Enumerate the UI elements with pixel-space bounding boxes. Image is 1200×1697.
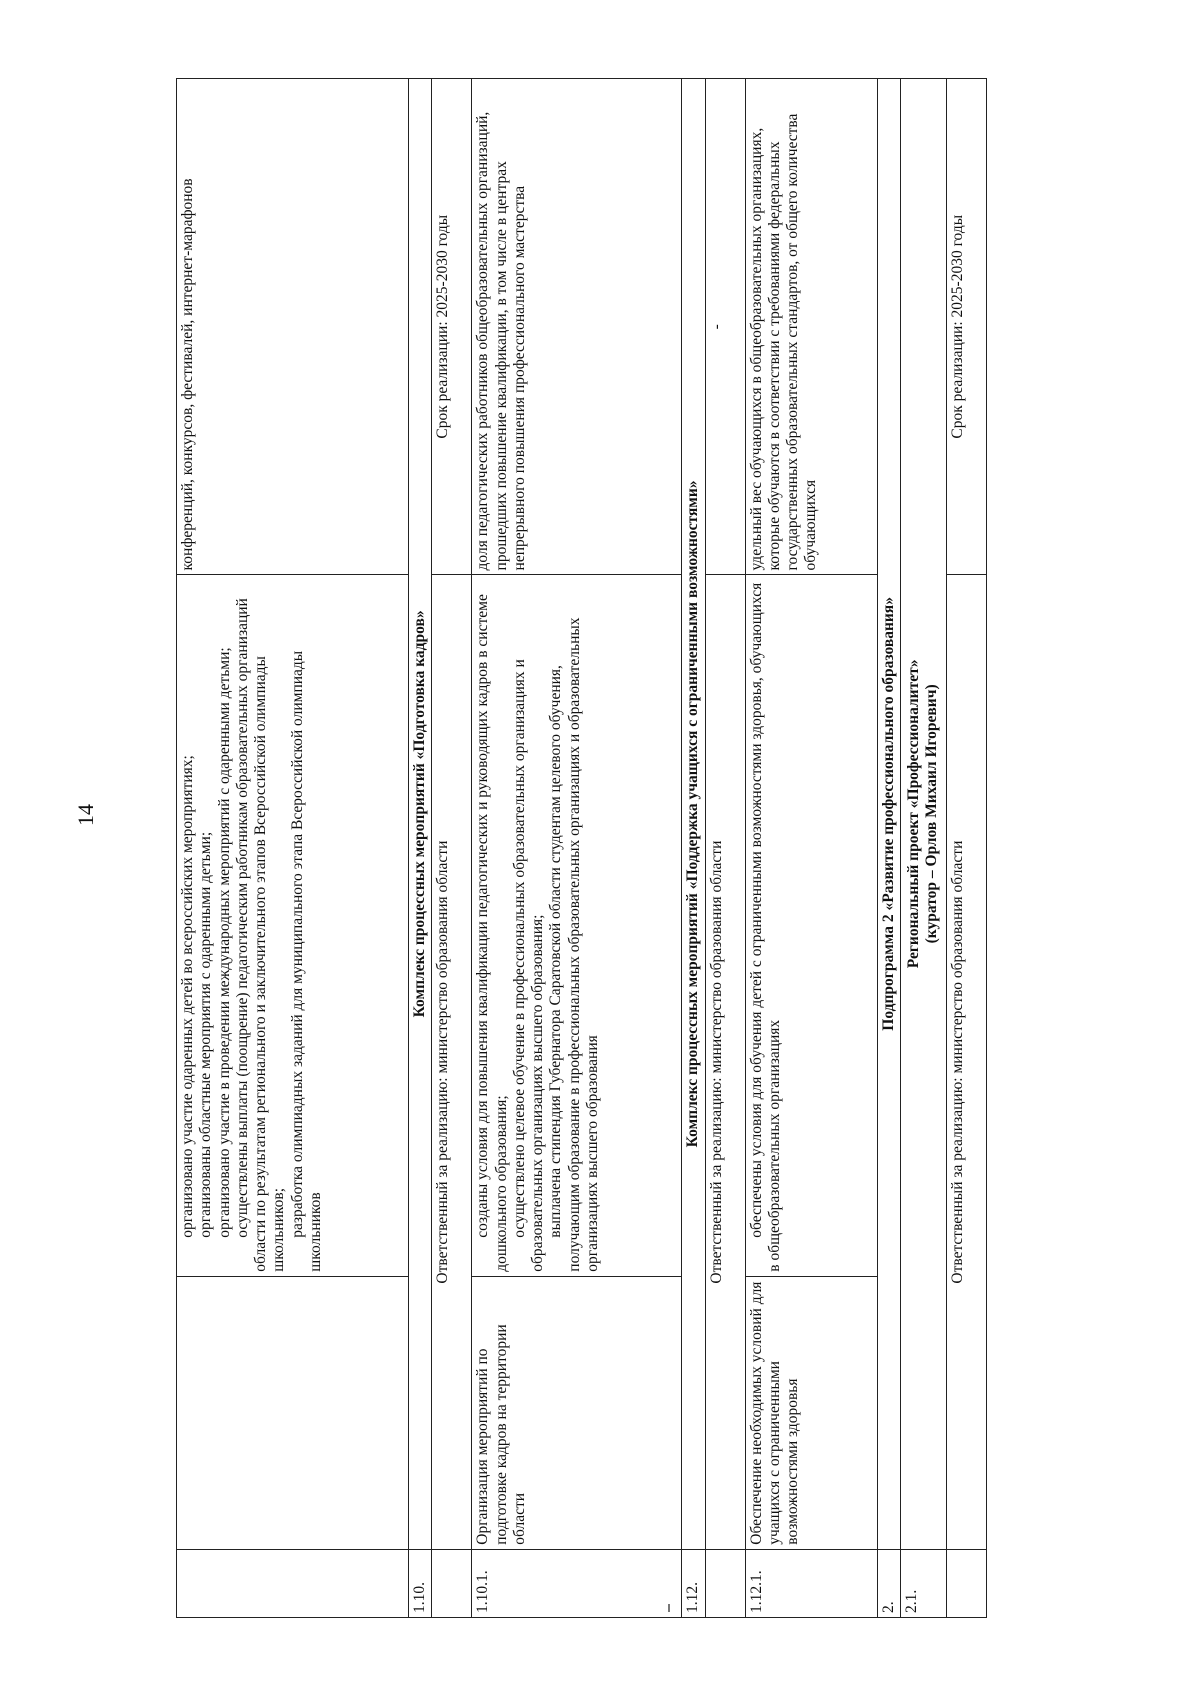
cell-num (705, 1549, 745, 1617)
cell-result: удельный вес обучающихся в общеобразовательных организациях, которые обучаются в соответствии с требованиями федеральных государственных образовательных стандартов, от общего количества обучающихся (745, 79, 877, 575)
project-curator: (куратор – Орлов Михаил Игоревич) (923, 684, 941, 944)
cell-num: 1.12. (682, 1549, 705, 1617)
task-line: организованы областные мероприятия с одаренными детьми; (197, 831, 215, 1238)
cell-name (177, 1276, 409, 1549)
scan-mark (668, 1604, 670, 1612)
cell-task (472, 575, 682, 1276)
cell-task (177, 575, 409, 1276)
cell-num: 1.12.1. (745, 1549, 877, 1617)
task-line: разработка олимпиадных заданий для муниципального этапа Всероссийской олимпиады школьников (288, 650, 324, 1272)
page-number: 14 (73, 804, 98, 826)
cell-result: доля педагогических работников общеобразовательных организаций, прошедших повышение квалификации, в том числе в центрах непрерывного повышения профессионального мастерства (472, 79, 682, 575)
task-line: организовано участие одаренных детей во всероссийских мероприятиях; (179, 755, 196, 1238)
cell-num: 2.1. (900, 1549, 946, 1617)
section-title: Комплекс процессных мероприятий «Подготовка кадров» (409, 79, 432, 1550)
program-table (176, 78, 987, 1618)
cell-num (177, 1549, 409, 1617)
table-row (409, 79, 432, 1618)
document-table-rotated (176, 78, 966, 1618)
task-line: осуществлено целевое обучение в профессиональных образовательных организациях и образовательных организациях высшего образования; (510, 659, 547, 1272)
cell-num: 2. (877, 1549, 900, 1617)
section-title: Комплекс процессных мероприятий «Поддержка учащихся с ограниченными возможностями» (682, 79, 705, 1550)
table-row (705, 79, 745, 1618)
table-row (745, 79, 877, 1618)
cell-num: 1.10. (409, 1549, 432, 1617)
task-line: созданы условия для повышения квалификации педагогических и руководящих кадров в системе дошкольного образования; (474, 594, 510, 1272)
cell-num: 1.10.1. (472, 1549, 682, 1617)
cell-name: Обеспечение необходимых условий для учащихся с ограниченными возможностями здоровья (745, 1276, 877, 1549)
subprogram-title: Подпрограмма 2 «Развитие профессионального образования» (877, 79, 900, 1550)
responsible: Ответственный за реализацию: министерство образования области (432, 575, 472, 1549)
term: - (705, 79, 745, 575)
responsible: Ответственный за реализацию: министерство образования области (946, 575, 986, 1549)
task-line: осуществлены выплаты (поощрение) педагогическим работникам образовательных организаций области по результатам регионального и заключительного этапов Всероссийской олимпиады школьников; (233, 598, 288, 1272)
term: Срок реализации: 2025-2030 годы (946, 79, 986, 575)
table-row (877, 79, 900, 1618)
task-line: организовано участие в проведении международных мероприятий с одаренными детьми; (215, 647, 233, 1238)
table-row (900, 79, 946, 1618)
table-row (946, 79, 986, 1618)
responsible: Ответственный за реализацию: министерство образования области (705, 575, 745, 1549)
table-row (472, 79, 682, 1618)
cell-result: конференций, конкурсов, фестивалей, интернет-марафонов (177, 79, 409, 575)
project-title (900, 79, 946, 1550)
cell-name: Организация мероприятий по подготовке кадров на территории области (472, 1276, 682, 1549)
table-row (432, 79, 472, 1618)
table-row (682, 79, 705, 1618)
project-name: Региональный проект «Профессионалитет» (905, 659, 923, 969)
cell-task: обеспечены условия для обучения детей с ограниченными возможностями здоровья, обучающихся в общеобразовательных организациях (745, 575, 877, 1276)
task-line: выплачена стипендия Губернатора Саратовской области студентам целевого обучения, получающим образование в профессиональных образовательных организациях и образовательных организациях высшего образования (547, 617, 601, 1272)
cell-num (946, 1549, 986, 1617)
cell-num (432, 1549, 472, 1617)
term: Срок реализации: 2025-2030 годы (432, 79, 472, 575)
table-row (177, 79, 409, 1618)
